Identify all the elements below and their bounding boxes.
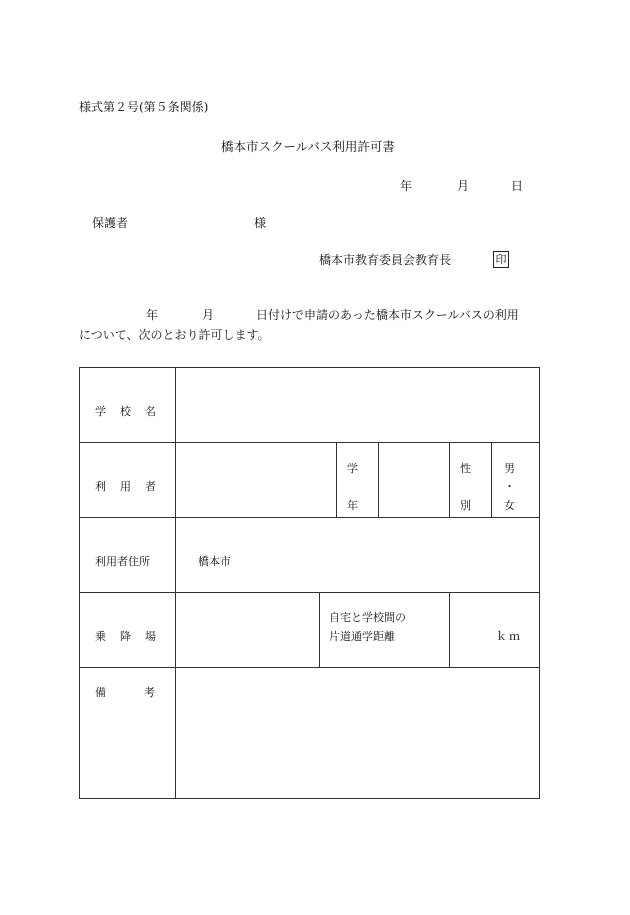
date-year: 年: [400, 179, 413, 193]
body-year: 年: [146, 308, 159, 322]
distance-unit: ｋｍ: [496, 630, 522, 643]
permit-table: [79, 367, 540, 799]
grade-field[interactable]: [379, 443, 449, 517]
remarks-label: 備 考: [95, 686, 155, 699]
gender-label-top: 性: [460, 462, 471, 475]
addressee-label: 保護者: [92, 216, 129, 230]
grade-label-bottom: 年: [347, 499, 358, 512]
stop-label: 乗 降 場: [95, 630, 156, 643]
seal-mark: 印: [493, 251, 509, 268]
gender-option-separator: ・: [504, 480, 515, 493]
distance-label-line2: 片道通学距離: [329, 630, 395, 643]
gender-label-bottom: 別: [460, 499, 471, 512]
form-number: 様式第２号(第５条関係): [79, 100, 209, 114]
body-month: 月: [202, 308, 215, 322]
user-name-field[interactable]: [176, 443, 336, 517]
stop-field[interactable]: [176, 593, 319, 667]
date-month: 月: [457, 179, 470, 193]
address-value[interactable]: 橋本市: [198, 555, 231, 568]
distance-label-line1: 自宅と学校間の: [329, 611, 406, 624]
school-name-field[interactable]: [176, 368, 540, 442]
issuer-name: 橋本市教育委員会教育長: [319, 253, 452, 267]
school-name-label: 学 校 名: [95, 405, 156, 418]
document-title: 橋本市スクールバス利用許可書: [221, 139, 395, 154]
date-day: 日: [511, 179, 524, 193]
grade-label-top: 学: [347, 462, 358, 475]
body-line2: について、次のとおり許可します。: [79, 328, 270, 342]
gender-option-male[interactable]: 男: [504, 462, 515, 475]
addressee-honorific: 様: [254, 216, 267, 230]
body-line1: 日付けで申請のあった橋本市スクールバスの利用: [256, 308, 519, 322]
address-label: 利用者住所: [95, 555, 150, 568]
user-label: 利 用 者: [95, 480, 156, 493]
remarks-field[interactable]: [176, 668, 540, 799]
gender-option-female[interactable]: 女: [504, 499, 515, 512]
